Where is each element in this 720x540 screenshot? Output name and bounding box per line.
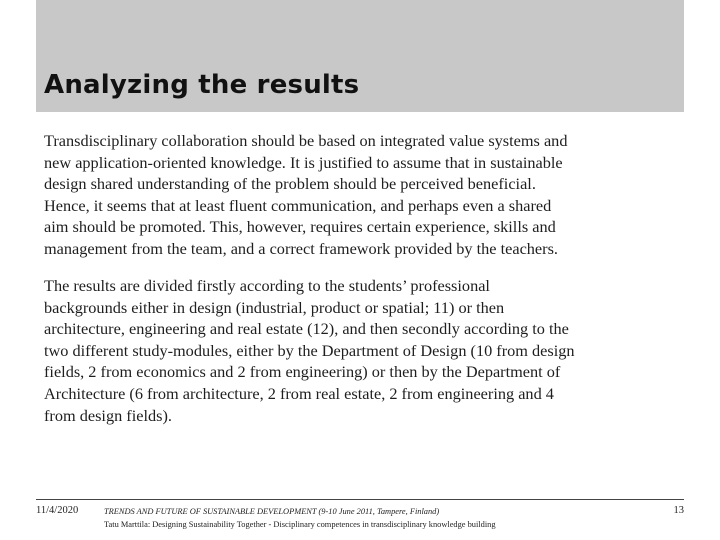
paragraph-2-line-7: from design fields). <box>44 405 172 425</box>
paragraph-2-line-3: architecture, engineering and real estate (12), and then secondly according to the <box>44 319 569 339</box>
paragraph-1-line-1: Transdisciplinary collaboration should be based on integrated value systems and <box>44 131 568 150</box>
paragraph-1-line-6: management from the team, and a correct framework provided by the teachers. <box>44 238 558 258</box>
page-number: 13 <box>673 505 684 516</box>
slide-title: Analyzing the results <box>44 70 360 100</box>
footer-date: 11/4/2020 <box>36 505 79 516</box>
footer-info <box>104 505 664 531</box>
paragraph-1-line-5: aim should be promoted. This, however, requires certain experience, skills and <box>44 217 556 237</box>
footer-divider <box>36 499 684 500</box>
body-paragraph-1 <box>44 130 567 260</box>
paragraph-2-line-5: fields, 2 from economics and 2 from engineering) or then by the Department of <box>44 362 561 382</box>
paragraph-2-line-6: Architecture (6 from architecture, 2 from real estate, 2 from engineering and 4 <box>44 383 554 403</box>
paragraph-2-line-4: two different study-modules, either by the Department of Design (10 from design <box>44 340 575 360</box>
paragraph-2-line-1: The results are divided firstly according to the students’ professional <box>44 276 490 295</box>
footer-credit: Tatu Marttila: Designing Sustainability Together - Disciplinary competences in transdisciplinary knowledge building <box>104 520 496 529</box>
paragraph-1-line-3: design shared understanding of the problem should be perceived beneficial. <box>44 174 536 194</box>
paragraph-1-line-4: Hence, it seems that at least fluent communication, and perhaps even a shared <box>44 195 552 215</box>
footer-conference: TRENDS AND FUTURE OF SUSTAINABLE DEVELOPMENT (9-10 June 2011, Tampere, Finland) <box>104 507 440 516</box>
body-paragraph-2 <box>44 275 575 426</box>
paragraph-2-line-2: backgrounds either in design (industrial, product or spatial; 11) or then <box>44 297 505 317</box>
paragraph-1-line-2: new application-oriented knowledge. It is justified to assume that in sustainable <box>44 152 563 172</box>
